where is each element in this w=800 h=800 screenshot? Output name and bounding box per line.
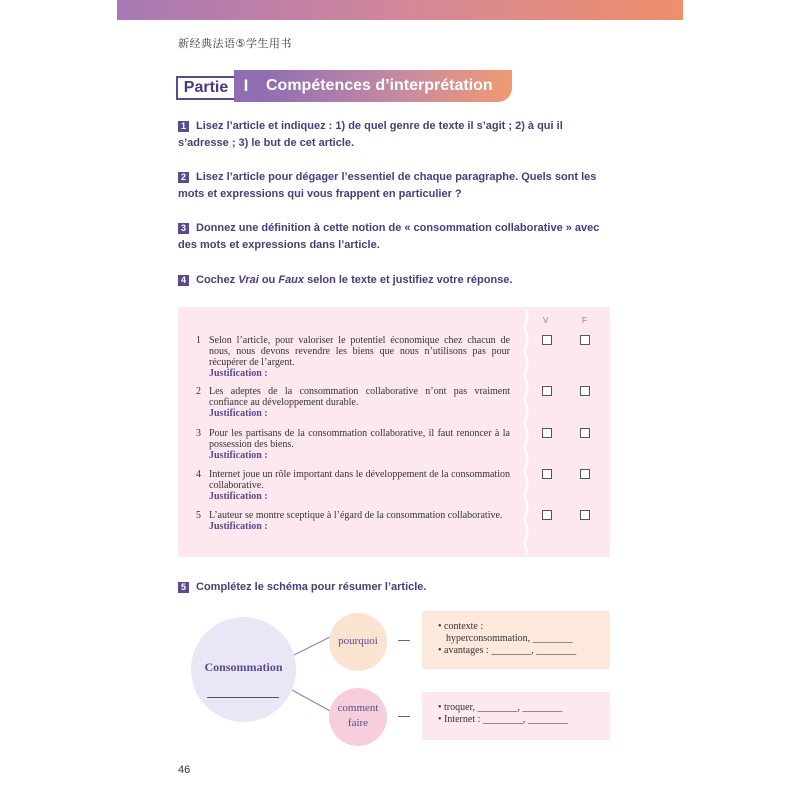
schema-box-line: • avantages : ________, ________ [438, 645, 577, 656]
checkbox-vrai[interactable] [542, 335, 552, 345]
schema-branch-label-line: faire [347, 717, 369, 729]
question-1 [178, 118, 614, 152]
justification-label: Justification : [209, 450, 268, 461]
running-head: 新经典法语⑤学生用书 [178, 38, 292, 50]
row-number: 1 [196, 335, 201, 346]
schema-dash [398, 716, 410, 717]
schema-box-line: • troquer, ________, ________ [438, 702, 563, 713]
question-3 [178, 220, 614, 254]
table-row [196, 510, 510, 532]
schema-circle-pourquoi [329, 613, 387, 671]
question-number-badge: 5 [178, 582, 189, 593]
question-text [196, 274, 512, 286]
question-5 [178, 579, 614, 596]
table-row [196, 428, 510, 461]
section-title-text: Compétences d’interprétation [258, 70, 512, 102]
schema-dash [398, 640, 410, 641]
faux-word: Faux [278, 274, 305, 286]
justification-label: Justification : [209, 521, 268, 532]
schema-circle-comment-faire [329, 688, 387, 746]
checkbox-faux[interactable] [580, 386, 590, 396]
checkbox-vrai[interactable] [542, 428, 552, 438]
checkbox-faux[interactable] [580, 469, 590, 479]
justification-label: Justification : [209, 491, 268, 502]
schema-branch-label-line: comment [337, 702, 379, 714]
checkbox-faux[interactable] [580, 428, 590, 438]
schema-box-line: • Internet : ________, ________ [438, 714, 568, 725]
table-row [196, 335, 510, 379]
page-number: 46 [178, 764, 191, 776]
question-text: Donnez une définition à cette notion de « consommation collaborative » avec des mots et expressions dans l’article. [178, 222, 600, 251]
row-statement: Les adeptes de la consommation collaborative n’ont pas vraiment confiance au développement durable. [209, 386, 510, 408]
row-statement: Pour les partisans de la consommation collaborative, il faut renoncer à la possession des biens. [209, 428, 510, 450]
question-number-badge: 2 [178, 172, 189, 183]
table-row [196, 469, 510, 502]
checkbox-faux[interactable] [580, 335, 590, 345]
schema-branch-label: pourquoi [338, 635, 378, 647]
question-4 [178, 272, 614, 289]
table-divider-wavy [523, 309, 529, 555]
column-header-v: V [543, 316, 549, 325]
schema-branch-label [329, 701, 387, 731]
question-number-badge: 3 [178, 223, 189, 234]
question-text: Lisez l’article pour dégager l’essentiel de chaque paragraphe. Quels sont les mots et expressions qui vous frappent en particulier ? [178, 171, 597, 200]
question-text-part: ou [258, 274, 279, 286]
schema-center-label: Consommation [204, 660, 283, 674]
row-number: 2 [196, 386, 201, 397]
question-text-part: Cochez [196, 274, 239, 286]
schema-center-blank[interactable] [207, 697, 279, 698]
row-statement: Selon l’article, pour valoriser le potentiel économique chez chacun de nous, nous devons revendre les biens que nous n’utilisons pas pour récupérer de l’argent. [209, 335, 510, 368]
justification-label: Justification : [209, 368, 268, 379]
checkbox-faux[interactable] [580, 510, 590, 520]
schema-box-line: hyperconsommation, ________ [446, 633, 573, 644]
row-statement: L’auteur se montre sceptique à l’égard de la consommation collaborative. [209, 510, 503, 521]
question-text: Lisez l’article et indiquez : 1) de quel genre de texte il s’agit ; 2) à qui il s’adresse ; 3) le but de cet article. [178, 120, 563, 149]
row-number: 5 [196, 510, 201, 521]
checkbox-vrai[interactable] [542, 386, 552, 396]
justification-label: Justification : [209, 408, 268, 419]
section-partie-label: Partie [176, 76, 236, 100]
section-roman-number: I [234, 70, 258, 102]
row-statement: Internet joue un rôle important dans le développement de la consommation collaborative. [209, 469, 510, 491]
checkbox-vrai[interactable] [542, 510, 552, 520]
top-color-band [117, 0, 683, 20]
row-number: 4 [196, 469, 201, 480]
table-row [196, 386, 510, 419]
schema-box-line: • contexte : [438, 621, 484, 632]
schema-center-circle [191, 617, 296, 722]
question-number-badge: 4 [178, 275, 189, 286]
question-2 [178, 169, 614, 203]
schema-box-comment-faire [422, 692, 610, 740]
checkbox-vrai[interactable] [542, 469, 552, 479]
row-number: 3 [196, 428, 201, 439]
question-text: Complétez le schéma pour résumer l’article. [196, 581, 427, 593]
question-number-badge: 1 [178, 121, 189, 132]
vrai-word: Vrai [238, 274, 259, 286]
column-header-f: F [582, 316, 587, 325]
schema-box-pourquoi [422, 611, 610, 669]
question-text-part: selon le texte et justifiez votre réponse. [304, 274, 513, 286]
